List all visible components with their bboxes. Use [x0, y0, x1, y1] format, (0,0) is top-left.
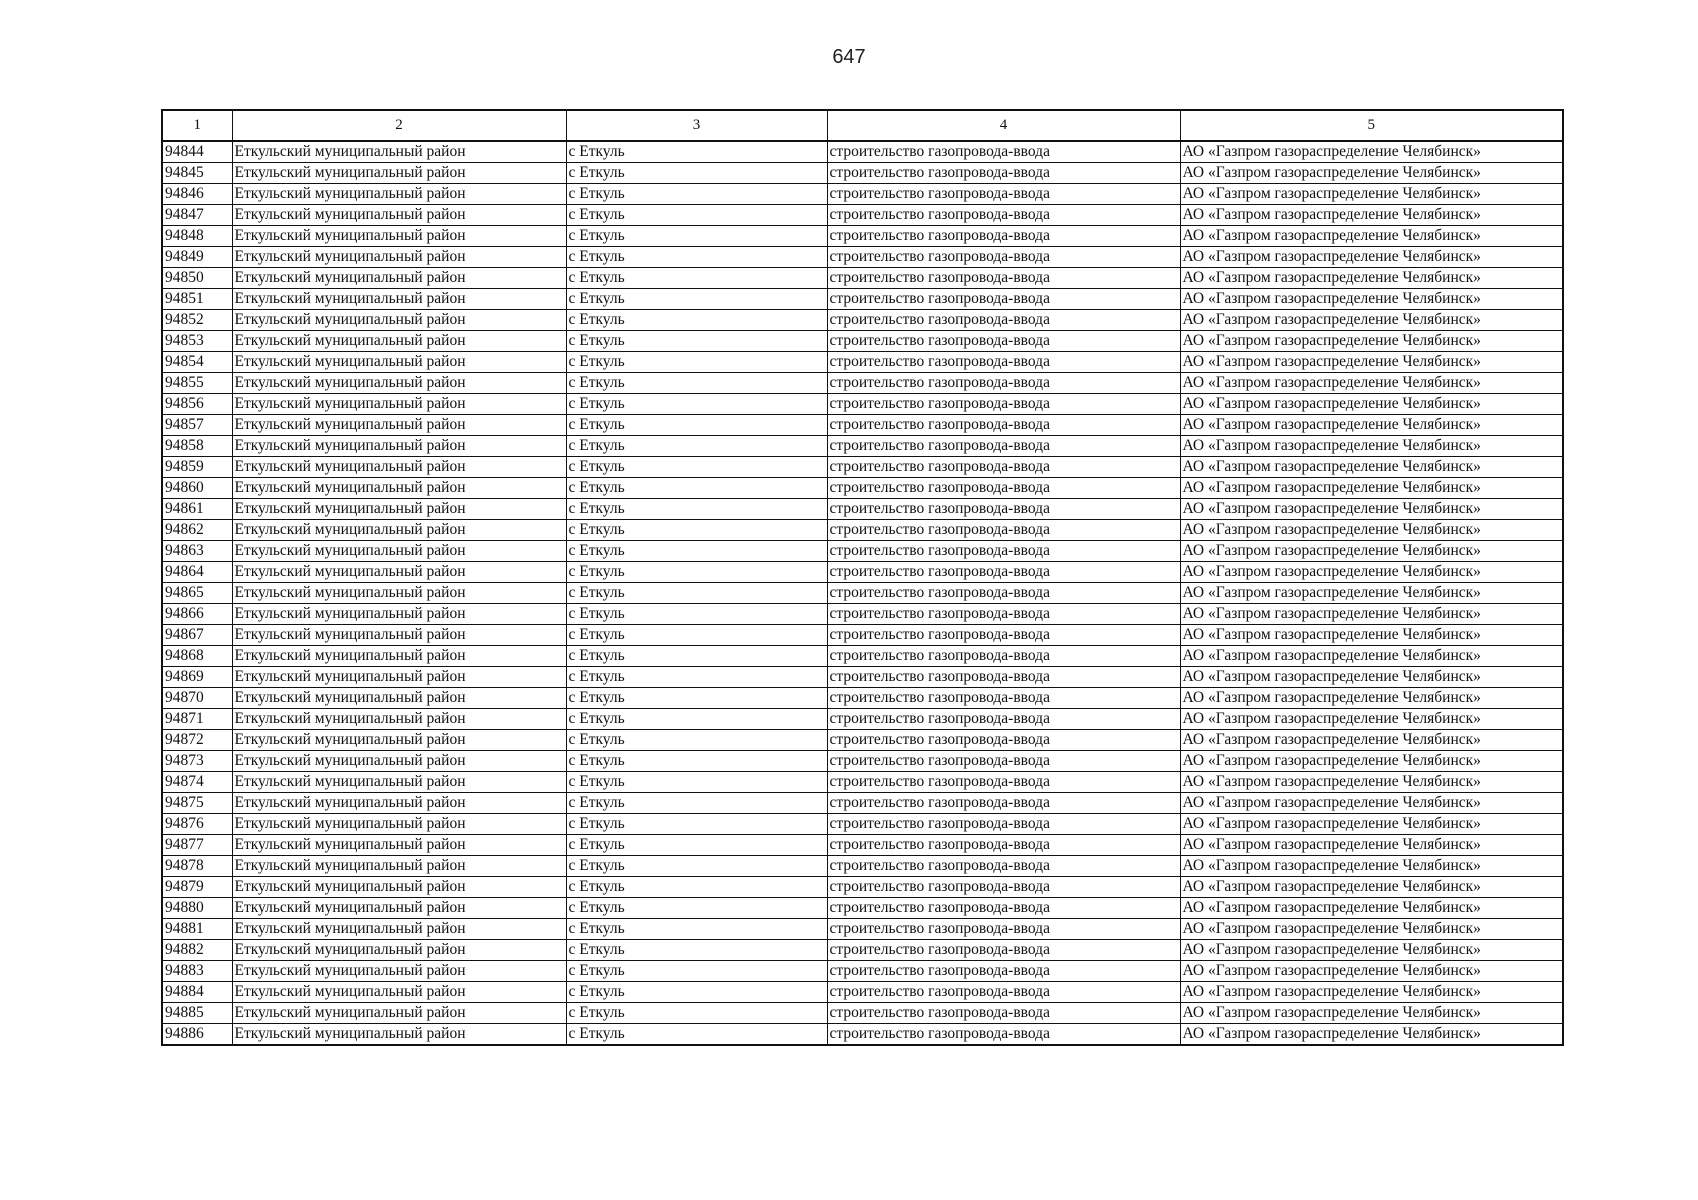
table-row: [162, 877, 1563, 898]
row-number-cell: 94875: [162, 793, 232, 814]
row-number-cell: 94861: [162, 499, 232, 520]
settlement-cell: с Еткуль: [566, 415, 827, 436]
work-type-cell: строительство газопровода-ввода: [827, 814, 1180, 835]
district-cell: Еткульский муниципальный район: [232, 919, 566, 940]
district-cell: Еткульский муниципальный район: [232, 478, 566, 499]
settlement-cell: с Еткуль: [566, 310, 827, 331]
district-cell: Еткульский муниципальный район: [232, 141, 566, 163]
work-type-cell: строительство газопровода-ввода: [827, 583, 1180, 604]
settlement-cell: с Еткуль: [566, 205, 827, 226]
district-cell: Еткульский муниципальный район: [232, 163, 566, 184]
work-type-cell: строительство газопровода-ввода: [827, 604, 1180, 625]
district-cell: Еткульский муниципальный район: [232, 877, 566, 898]
district-cell: Еткульский муниципальный район: [232, 226, 566, 247]
district-cell: Еткульский муниципальный район: [232, 730, 566, 751]
work-type-cell: строительство газопровода-ввода: [827, 331, 1180, 352]
work-type-cell: строительство газопровода-ввода: [827, 1024, 1180, 1046]
organization-cell: АО «Газпром газораспределение Челябинск»: [1180, 793, 1563, 814]
organization-cell: АО «Газпром газораспределение Челябинск»: [1180, 919, 1563, 940]
organization-cell: АО «Газпром газораспределение Челябинск»: [1180, 163, 1563, 184]
settlement-cell: с Еткуль: [566, 141, 827, 163]
row-number-cell: 94853: [162, 331, 232, 352]
work-type-cell: строительство газопровода-ввода: [827, 877, 1180, 898]
settlement-cell: с Еткуль: [566, 562, 827, 583]
settlement-cell: с Еткуль: [566, 331, 827, 352]
work-type-cell: строительство газопровода-ввода: [827, 247, 1180, 268]
organization-cell: АО «Газпром газораспределение Челябинск»: [1180, 604, 1563, 625]
organization-cell: АО «Газпром газораспределение Челябинск»: [1180, 856, 1563, 877]
settlement-cell: с Еткуль: [566, 814, 827, 835]
work-type-cell: строительство газопровода-ввода: [827, 499, 1180, 520]
organization-cell: АО «Газпром газораспределение Челябинск»: [1180, 541, 1563, 562]
district-cell: Еткульский муниципальный район: [232, 1003, 566, 1024]
work-type-cell: строительство газопровода-ввода: [827, 835, 1180, 856]
work-type-cell: строительство газопровода-ввода: [827, 373, 1180, 394]
district-cell: Еткульский муниципальный район: [232, 814, 566, 835]
work-type-cell: строительство газопровода-ввода: [827, 940, 1180, 961]
work-type-cell: строительство газопровода-ввода: [827, 184, 1180, 205]
register-table: [161, 109, 1564, 1046]
district-cell: Еткульский муниципальный район: [232, 751, 566, 772]
organization-cell: АО «Газпром газораспределение Челябинск»: [1180, 226, 1563, 247]
settlement-cell: с Еткуль: [566, 961, 827, 982]
row-number-cell: 94874: [162, 772, 232, 793]
table-row: [162, 856, 1563, 877]
table-row: [162, 793, 1563, 814]
district-cell: Еткульский муниципальный район: [232, 352, 566, 373]
row-number-cell: 94879: [162, 877, 232, 898]
organization-cell: АО «Газпром газораспределение Челябинск»: [1180, 141, 1563, 163]
table-row: [162, 562, 1563, 583]
table-row: [162, 814, 1563, 835]
organization-cell: АО «Газпром газораспределение Челябинск»: [1180, 814, 1563, 835]
row-number-cell: 94848: [162, 226, 232, 247]
row-number-cell: 94882: [162, 940, 232, 961]
settlement-cell: с Еткуль: [566, 226, 827, 247]
settlement-cell: с Еткуль: [566, 751, 827, 772]
row-number-cell: 94854: [162, 352, 232, 373]
work-type-cell: строительство газопровода-ввода: [827, 226, 1180, 247]
row-number-cell: 94862: [162, 520, 232, 541]
table-row: [162, 373, 1563, 394]
table-row: [162, 961, 1563, 982]
organization-cell: АО «Газпром газораспределение Челябинск»: [1180, 478, 1563, 499]
table-row: [162, 436, 1563, 457]
district-cell: Еткульский муниципальный район: [232, 625, 566, 646]
district-cell: Еткульский муниципальный район: [232, 499, 566, 520]
row-number-cell: 94885: [162, 1003, 232, 1024]
work-type-cell: строительство газопровода-ввода: [827, 415, 1180, 436]
row-number-cell: 94872: [162, 730, 232, 751]
work-type-cell: строительство газопровода-ввода: [827, 310, 1180, 331]
work-type-cell: строительство газопровода-ввода: [827, 898, 1180, 919]
table-row: [162, 940, 1563, 961]
organization-cell: АО «Газпром газораспределение Челябинск»: [1180, 961, 1563, 982]
district-cell: Еткульский муниципальный район: [232, 310, 566, 331]
district-cell: Еткульский муниципальный район: [232, 1024, 566, 1046]
row-number-cell: 94884: [162, 982, 232, 1003]
organization-cell: АО «Газпром газораспределение Челябинск»: [1180, 520, 1563, 541]
district-cell: Еткульский муниципальный район: [232, 289, 566, 310]
row-number-cell: 94873: [162, 751, 232, 772]
settlement-cell: с Еткуль: [566, 604, 827, 625]
row-number-cell: 94849: [162, 247, 232, 268]
settlement-cell: с Еткуль: [566, 646, 827, 667]
page-number: 647: [832, 46, 866, 68]
organization-cell: АО «Газпром газораспределение Челябинск»: [1180, 583, 1563, 604]
table-row: [162, 604, 1563, 625]
row-number-cell: 94868: [162, 646, 232, 667]
settlement-cell: с Еткуль: [566, 877, 827, 898]
district-cell: Еткульский муниципальный район: [232, 583, 566, 604]
table-row: [162, 835, 1563, 856]
settlement-cell: с Еткуль: [566, 1003, 827, 1024]
work-type-cell: строительство газопровода-ввода: [827, 625, 1180, 646]
settlement-cell: с Еткуль: [566, 478, 827, 499]
organization-cell: АО «Газпром газораспределение Челябинск»: [1180, 268, 1563, 289]
organization-cell: АО «Газпром газораспределение Челябинск»: [1180, 289, 1563, 310]
district-cell: Еткульский муниципальный район: [232, 982, 566, 1003]
table-row: [162, 226, 1563, 247]
work-type-cell: строительство газопровода-ввода: [827, 961, 1180, 982]
row-number-cell: 94864: [162, 562, 232, 583]
table-row: [162, 205, 1563, 226]
row-number-cell: 94857: [162, 415, 232, 436]
work-type-cell: строительство газопровода-ввода: [827, 772, 1180, 793]
column-header-1: 1: [162, 110, 232, 141]
work-type-cell: строительство газопровода-ввода: [827, 793, 1180, 814]
table-row: [162, 520, 1563, 541]
work-type-cell: строительство газопровода-ввода: [827, 436, 1180, 457]
organization-cell: АО «Газпром газораспределение Челябинск»: [1180, 373, 1563, 394]
settlement-cell: с Еткуль: [566, 835, 827, 856]
work-type-cell: строительство газопровода-ввода: [827, 667, 1180, 688]
settlement-cell: с Еткуль: [566, 436, 827, 457]
row-number-cell: 94858: [162, 436, 232, 457]
row-number-cell: 94852: [162, 310, 232, 331]
district-cell: Еткульский муниципальный район: [232, 835, 566, 856]
district-cell: Еткульский муниципальный район: [232, 205, 566, 226]
organization-cell: АО «Газпром газораспределение Челябинск»: [1180, 1003, 1563, 1024]
settlement-cell: с Еткуль: [566, 541, 827, 562]
table-row: [162, 289, 1563, 310]
organization-cell: АО «Газпром газораспределение Челябинск»: [1180, 772, 1563, 793]
work-type-cell: строительство газопровода-ввода: [827, 394, 1180, 415]
table-row: [162, 478, 1563, 499]
work-type-cell: строительство газопровода-ввода: [827, 141, 1180, 163]
work-type-cell: строительство газопровода-ввода: [827, 457, 1180, 478]
district-cell: Еткульский муниципальный район: [232, 940, 566, 961]
table-row: [162, 646, 1563, 667]
row-number-cell: 94850: [162, 268, 232, 289]
settlement-cell: с Еткуль: [566, 583, 827, 604]
organization-cell: АО «Газпром газораспределение Челябинск»: [1180, 562, 1563, 583]
row-number-cell: 94880: [162, 898, 232, 919]
organization-cell: АО «Газпром газораспределение Челябинск»: [1180, 646, 1563, 667]
organization-cell: АО «Газпром газораспределение Челябинск»: [1180, 751, 1563, 772]
work-type-cell: строительство газопровода-ввода: [827, 1003, 1180, 1024]
row-number-cell: 94865: [162, 583, 232, 604]
settlement-cell: с Еткуль: [566, 625, 827, 646]
settlement-cell: с Еткуль: [566, 499, 827, 520]
table-row: [162, 730, 1563, 751]
settlement-cell: с Еткуль: [566, 268, 827, 289]
row-number-cell: 94877: [162, 835, 232, 856]
organization-cell: АО «Газпром газораспределение Челябинск»: [1180, 205, 1563, 226]
district-cell: Еткульский муниципальный район: [232, 961, 566, 982]
table-row: [162, 583, 1563, 604]
table-row: [162, 163, 1563, 184]
work-type-cell: строительство газопровода-ввода: [827, 289, 1180, 310]
table-row: [162, 667, 1563, 688]
table-row: [162, 141, 1563, 163]
settlement-cell: с Еткуль: [566, 457, 827, 478]
work-type-cell: строительство газопровода-ввода: [827, 856, 1180, 877]
settlement-cell: с Еткуль: [566, 184, 827, 205]
table-row: [162, 352, 1563, 373]
work-type-cell: строительство газопровода-ввода: [827, 646, 1180, 667]
work-type-cell: строительство газопровода-ввода: [827, 541, 1180, 562]
settlement-cell: с Еткуль: [566, 247, 827, 268]
table-row: [162, 688, 1563, 709]
row-number-cell: 94855: [162, 373, 232, 394]
table-row: [162, 898, 1563, 919]
work-type-cell: строительство газопровода-ввода: [827, 163, 1180, 184]
table-row: [162, 310, 1563, 331]
district-cell: Еткульский муниципальный район: [232, 646, 566, 667]
district-cell: Еткульский муниципальный район: [232, 898, 566, 919]
row-number-cell: 94881: [162, 919, 232, 940]
organization-cell: АО «Газпром газораспределение Челябинск»: [1180, 352, 1563, 373]
district-cell: Еткульский муниципальный район: [232, 772, 566, 793]
organization-cell: АО «Газпром газораспределение Челябинск»: [1180, 1024, 1563, 1046]
settlement-cell: с Еткуль: [566, 793, 827, 814]
settlement-cell: с Еткуль: [566, 730, 827, 751]
district-cell: Еткульский муниципальный район: [232, 856, 566, 877]
settlement-cell: с Еткуль: [566, 919, 827, 940]
organization-cell: АО «Газпром газораспределение Челябинск»: [1180, 877, 1563, 898]
district-cell: Еткульский муниципальный район: [232, 541, 566, 562]
organization-cell: АО «Газпром газораспределение Челябинск»: [1180, 625, 1563, 646]
row-number-cell: 94866: [162, 604, 232, 625]
row-number-cell: 94844: [162, 141, 232, 163]
table-row: [162, 184, 1563, 205]
work-type-cell: строительство газопровода-ввода: [827, 205, 1180, 226]
district-cell: Еткульский муниципальный район: [232, 793, 566, 814]
organization-cell: АО «Газпром газораспределение Челябинск»: [1180, 835, 1563, 856]
work-type-cell: строительство газопровода-ввода: [827, 709, 1180, 730]
work-type-cell: строительство газопровода-ввода: [827, 919, 1180, 940]
settlement-cell: с Еткуль: [566, 982, 827, 1003]
settlement-cell: с Еткуль: [566, 394, 827, 415]
row-number-cell: 94856: [162, 394, 232, 415]
district-cell: Еткульский муниципальный район: [232, 373, 566, 394]
row-number-cell: 94867: [162, 625, 232, 646]
row-number-cell: 94845: [162, 163, 232, 184]
organization-cell: АО «Газпром газораспределение Челябинск»: [1180, 709, 1563, 730]
organization-cell: АО «Газпром газораспределение Челябинск»: [1180, 898, 1563, 919]
settlement-cell: с Еткуль: [566, 1024, 827, 1046]
organization-cell: АО «Газпром газораспределение Челябинск»: [1180, 982, 1563, 1003]
district-cell: Еткульский муниципальный район: [232, 562, 566, 583]
row-number-cell: 94870: [162, 688, 232, 709]
district-cell: Еткульский муниципальный район: [232, 394, 566, 415]
organization-cell: АО «Газпром газораспределение Челябинск»: [1180, 688, 1563, 709]
table-row: [162, 415, 1563, 436]
settlement-cell: с Еткуль: [566, 688, 827, 709]
settlement-cell: с Еткуль: [566, 373, 827, 394]
table-row: [162, 772, 1563, 793]
organization-cell: АО «Газпром газораспределение Челябинск»: [1180, 394, 1563, 415]
row-number-cell: 94863: [162, 541, 232, 562]
row-number-cell: 94846: [162, 184, 232, 205]
table-row: [162, 268, 1563, 289]
work-type-cell: строительство газопровода-ввода: [827, 268, 1180, 289]
organization-cell: АО «Газпром газораспределение Челябинск»: [1180, 331, 1563, 352]
table-row: [162, 982, 1563, 1003]
settlement-cell: с Еткуль: [566, 709, 827, 730]
row-number-cell: 94886: [162, 1024, 232, 1046]
table-row: [162, 247, 1563, 268]
organization-cell: АО «Газпром газораспределение Челябинск»: [1180, 730, 1563, 751]
table-row: [162, 625, 1563, 646]
district-cell: Еткульский муниципальный район: [232, 604, 566, 625]
district-cell: Еткульский муниципальный район: [232, 436, 566, 457]
district-cell: Еткульский муниципальный район: [232, 667, 566, 688]
district-cell: Еткульский муниципальный район: [232, 709, 566, 730]
organization-cell: АО «Газпром газораспределение Челябинск»: [1180, 940, 1563, 961]
work-type-cell: строительство газопровода-ввода: [827, 751, 1180, 772]
settlement-cell: с Еткуль: [566, 898, 827, 919]
settlement-cell: с Еткуль: [566, 289, 827, 310]
column-header-4: 4: [827, 110, 1180, 141]
district-cell: Еткульский муниципальный район: [232, 331, 566, 352]
district-cell: Еткульский муниципальный район: [232, 268, 566, 289]
work-type-cell: строительство газопровода-ввода: [827, 730, 1180, 751]
column-header-2: 2: [232, 110, 566, 141]
organization-cell: АО «Газпром газораспределение Челябинск»: [1180, 184, 1563, 205]
work-type-cell: строительство газопровода-ввода: [827, 562, 1180, 583]
settlement-cell: с Еткуль: [566, 940, 827, 961]
row-number-cell: 94878: [162, 856, 232, 877]
table-body: [162, 141, 1563, 1045]
table-row: [162, 541, 1563, 562]
organization-cell: АО «Газпром газораспределение Челябинск»: [1180, 499, 1563, 520]
settlement-cell: с Еткуль: [566, 667, 827, 688]
work-type-cell: строительство газопровода-ввода: [827, 478, 1180, 499]
row-number-cell: 94859: [162, 457, 232, 478]
settlement-cell: с Еткуль: [566, 856, 827, 877]
district-cell: Еткульский муниципальный район: [232, 457, 566, 478]
row-number-cell: 94869: [162, 667, 232, 688]
work-type-cell: строительство газопровода-ввода: [827, 982, 1180, 1003]
organization-cell: АО «Газпром газораспределение Челябинск»: [1180, 436, 1563, 457]
settlement-cell: с Еткуль: [566, 520, 827, 541]
table-row: [162, 499, 1563, 520]
organization-cell: АО «Газпром газораспределение Челябинск»: [1180, 667, 1563, 688]
settlement-cell: с Еткуль: [566, 352, 827, 373]
settlement-cell: с Еткуль: [566, 163, 827, 184]
column-header-3: 3: [566, 110, 827, 141]
table-row: [162, 751, 1563, 772]
row-number-cell: 94851: [162, 289, 232, 310]
table-row: [162, 457, 1563, 478]
table-row: [162, 919, 1563, 940]
settlement-cell: с Еткуль: [566, 772, 827, 793]
district-cell: Еткульский муниципальный район: [232, 520, 566, 541]
work-type-cell: строительство газопровода-ввода: [827, 520, 1180, 541]
row-number-cell: 94860: [162, 478, 232, 499]
table-row: [162, 1003, 1563, 1024]
organization-cell: АО «Газпром газораспределение Челябинск»: [1180, 310, 1563, 331]
district-cell: Еткульский муниципальный район: [232, 184, 566, 205]
work-type-cell: строительство газопровода-ввода: [827, 352, 1180, 373]
row-number-cell: 94871: [162, 709, 232, 730]
column-header-5: 5: [1180, 110, 1563, 141]
organization-cell: АО «Газпром газораспределение Челябинск»: [1180, 247, 1563, 268]
district-cell: Еткульский муниципальный район: [232, 415, 566, 436]
organization-cell: АО «Газпром газораспределение Челябинск»: [1180, 457, 1563, 478]
table-row: [162, 394, 1563, 415]
row-number-cell: 94883: [162, 961, 232, 982]
table-row: [162, 709, 1563, 730]
header-row: [162, 110, 1563, 141]
row-number-cell: 94847: [162, 205, 232, 226]
district-cell: Еткульский муниципальный район: [232, 247, 566, 268]
work-type-cell: строительство газопровода-ввода: [827, 688, 1180, 709]
table-row: [162, 1024, 1563, 1046]
organization-cell: АО «Газпром газораспределение Челябинск»: [1180, 415, 1563, 436]
row-number-cell: 94876: [162, 814, 232, 835]
table-row: [162, 331, 1563, 352]
district-cell: Еткульский муниципальный район: [232, 688, 566, 709]
